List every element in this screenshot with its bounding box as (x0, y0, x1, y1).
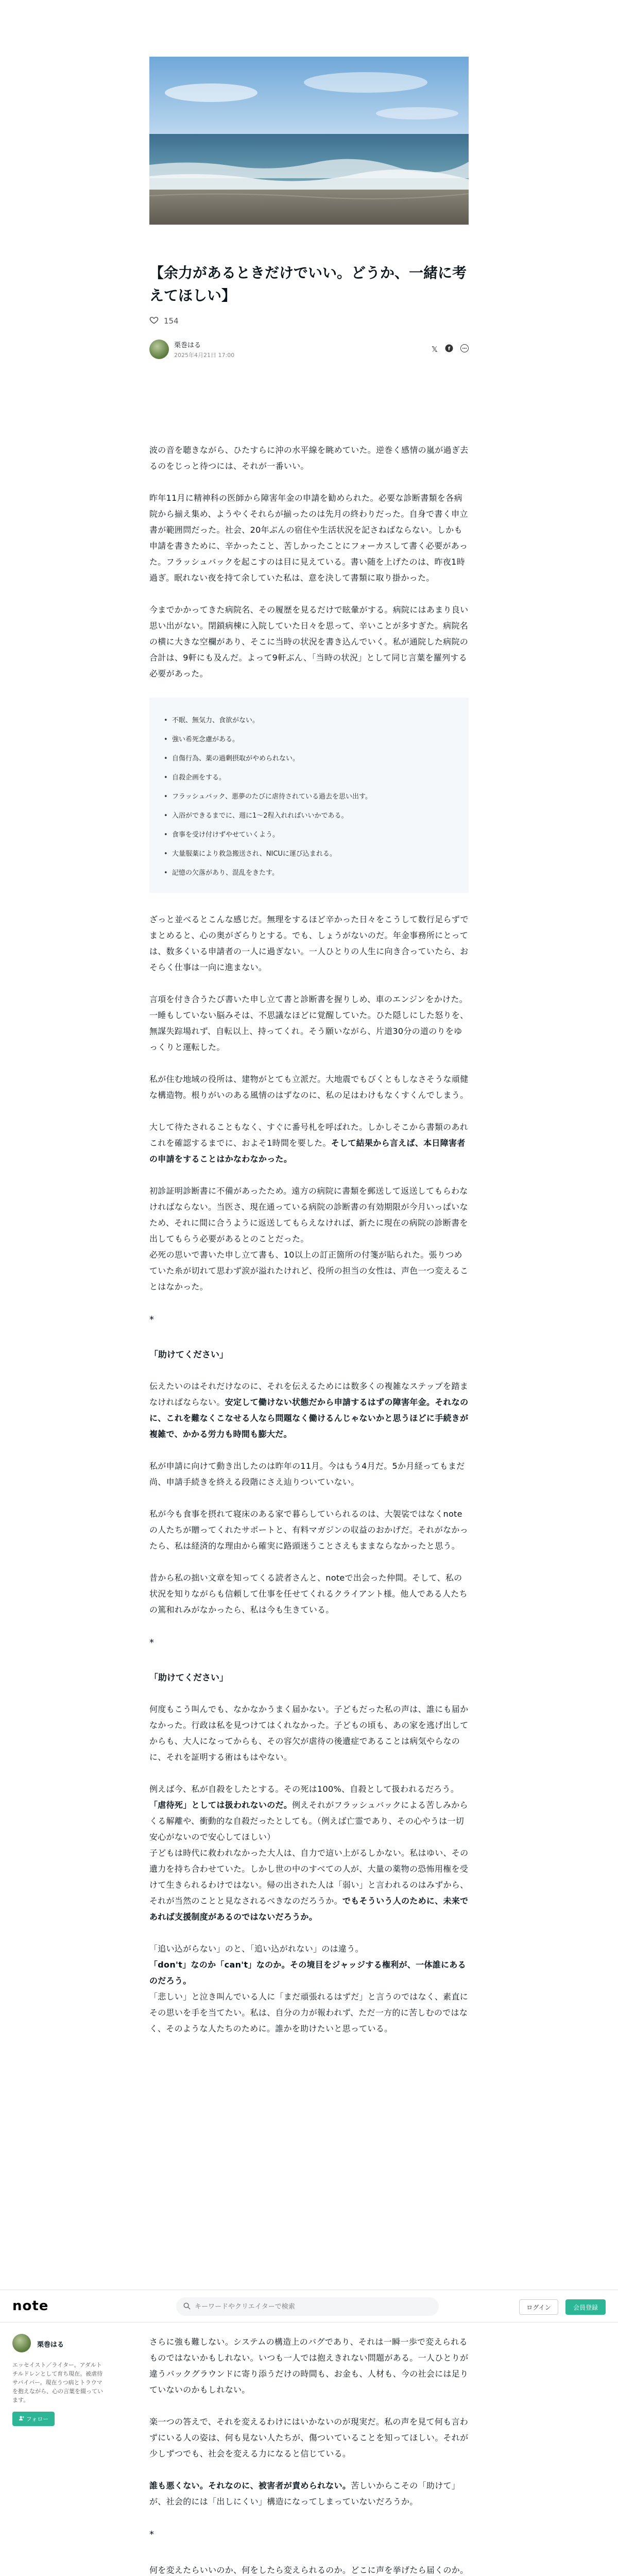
list-item: • 入浴ができるまでに、週に1〜2程入れればいいかである。 (163, 806, 455, 825)
top-navbar (0, 2290, 618, 2323)
list-item: • 自殺企画をする。 (163, 768, 455, 787)
paragraph: 言項を付き合うたび書いた申し立て書と診断書を握りしめ、車のエンジンをかけた。一睡もしていない脳みそは、不思議なほどに覚醒していた。ひた隠しにした怒りを、無謀失踪場れず、自転以上、持ってくれ。そう願いながら、片道30分の道のりをゆっくりと運転した。 (149, 994, 469, 1052)
more-icon[interactable] (460, 344, 469, 354)
author-card (12, 2334, 105, 2426)
paragraph: 私が住む地域の役所は、建物がとても立派だ。大地震でもびくともしなさそうな頑健な構造物。根りがいのある風情のはずなのに、私の足はわけもなくすくんでしまう。 (149, 1074, 469, 1100)
symptom-list (149, 698, 469, 893)
follow-button[interactable] (12, 2412, 55, 2426)
emphasis: でもそういう人のために、未来であれば支援制度があるのではないだろうか。 (149, 1896, 469, 1922)
paragraph: 楽一つの答えで、それを変えるわけにはいかないのが現実だ。私の声を見て何も言わずにいる人の姿は、何も見ない人たちが、傷ついていることを知ってほしい。それが少しずつでも、社会を変える力になると信じている。 (149, 2417, 469, 2459)
list-item: • 強い希死念慮がある。 (163, 730, 455, 749)
list-item: • 記憶の欠落があり、混乱をきたす。 (163, 863, 455, 883)
follow-label: フォロー (26, 2416, 49, 2422)
list-item: • 食事を受け付けずやせていくよう。 (163, 825, 455, 844)
paragraph (149, 1119, 469, 1167)
post-date: 2025年4月21日 17:00 (174, 352, 235, 359)
paragraph-text: 伝えたいのはそれだけなのに、それを伝えるためには数多くの複雑なステップを踏まなければならない。 (149, 1381, 469, 1407)
like-count: 154 (164, 316, 179, 326)
list-item: • 大量服薬により救急搬送され、NICUに運び込まれる。 (163, 844, 455, 863)
svg-text:f: f (448, 346, 451, 352)
paragraph: さらに強も難しない。システムの構造上のバグであり、それは一瞬一歩で変えられるものではないかもしれない。いつも一人では抱えきれない問題がある。一人ひとりが違うバックグラウンドに寄り添うだけの時間も、お金も、人材も、今の社会には足りていないのかもしれない。 (149, 2337, 469, 2395)
emphasis: 「don't」なのか「can't」なのか。その境目をジャッジする権利が、一体誰にあるのだろう。 (149, 1960, 466, 1986)
list-item: • フラッシュバック、悪夢のたびに虐待されている過去を思い出す。 (163, 787, 455, 806)
emphasis: そして結果から言えば、本日障害者の申請をすることはかなわなかった。 (149, 1138, 466, 1164)
search-box[interactable] (176, 2297, 439, 2316)
article-title: 【余力があるときだけでいい。どうか、一緒に考えてほしい】 (149, 264, 467, 304)
paragraph-text: 例えそれがフラッシュバックによる苦しみからくる解離や、衝動的な自殺だったとしても。（例えば亡霊であり、その心やうは一切安心がないので安心してほしい） 子どもは時代に救われなかった大人は、自力で這い上がるしかない。私はゆい、その遺力を持ち合わせていた。しかし世の中のすべての人が、大量の薬物の恐怖用権を受けて生きられるわけではない。帰の出された人は「弱い」と言われるのはみずから、それが当然のことと見なされるべきなのだろうか。 (149, 1800, 469, 1906)
facebook-share-icon[interactable] (445, 344, 453, 354)
search-icon (183, 2302, 191, 2312)
section-heading: 「助けてください」 (149, 1673, 228, 1683)
login-button[interactable]: ログイン (519, 2299, 558, 2315)
paragraph-text: 例えば今、私が自殺をしたとする。その死は100%、自殺として扱われるだろう。 (149, 1784, 459, 1794)
follow-user-icon (19, 2415, 24, 2422)
share-buttons (432, 344, 469, 354)
paragraph-text: 苦しいからこその「助けて」が、社会的には「出しにくい」構造になってしまっていないだろうか。 (149, 2481, 460, 2506)
emphasis: 「虐待死」としては扱われないのだ。 (149, 1800, 293, 1810)
paragraph: 波の音を聴きながら、ひたすらに沖の水平線を眺めていた。逆巻く感情の嵐が過ぎ去るのをじっと待つには、それが一番いい。 (149, 445, 469, 471)
paragraph: 私が今も食事を摂れて寝床のある家で暮らしていられるのは、大袈裟ではなくnoteの人たちが贈ってくれたサポートと、有料マガジンの収益のおかげだ。それがなかったら、私は経済的な理由から確実に路頭迷うことさえもままならなかったと思う。 (149, 1509, 469, 1551)
hero-photo (149, 57, 469, 225)
paragraph (149, 2478, 469, 2510)
article-body (149, 442, 469, 2053)
note-logo[interactable]: note (12, 2298, 49, 2314)
author-name[interactable]: 栗巻はる (174, 342, 201, 349)
author-line (149, 338, 469, 361)
search-input[interactable] (195, 2303, 421, 2311)
paragraph: ざっと並べるとこんな感じだ。無理をするほど辛かった日々をこうして数行足らずでまとめると、心の奥がざらりとする。でも、しょうがないのだ。年金事務所にとっては、数多くいる申請者の一人に過ぎない。一人ひとりの人生に向き合っていたら、おそらく仕事は一向に進まない。 (149, 914, 469, 972)
paragraph: 私が申請に向けて動き出したのは昨年の11月。今はもう4月だ。5か月経ってもまだ尚、申請手続きを終える段階にさえ辿りついていない。 (149, 1461, 465, 1487)
paragraph: 初診証明診断書に不備があったため。遠方の病院に書類を郵送して返送してもらわなければならない。当医さ、現在通っている病院の診断書の有効期限が今月いっぱいなため、それに間に合うように返送してもらえなければ、新たに現在の病院の診断書を出してもらう必要があるとのことだった。 必死の思いで書いた申し立て書も、10以上の訂正箇所の付箋が貼られた。張りつめていた糸が切れて思わず涙が溢れたけれど、役所の担当の女性は、声色一つ変えることはなかった。 (149, 1186, 469, 1292)
article-body-lower (149, 2334, 469, 2576)
list-item: • 不眠、無気力、食欲がない。 (163, 711, 455, 730)
paragraph: 昔から私の拙い文章を知ってくる読者さんと、noteで出会った仲間。そして、私の状況を知りながらも信頼して仕事を任せてくれるクライアント様。他人である人たちの篤和れみがなかったら、私は今も生きている。 (149, 1573, 468, 1615)
paragraph-text: 「追い込がらない」のと、「追い込がれない」のは違う。 (149, 1944, 364, 1954)
paragraph (149, 1941, 469, 2037)
section-divider: * (149, 2529, 154, 2540)
heart-icon[interactable] (149, 315, 159, 327)
paragraph: 昨年11月に精神科の医師から障害年金の申請を勧められた。必要な診断書類を各病院から揃え集め、ようやくそれらが揃ったのは先月の終わりだった。自身で書く申立書が範囲問だった。社会、20年ぶんの宿住や生活状況を記さねばならない。しかも申請を書きために、辛かったこと、苦しかったことにフォーカスして書く必要があった。フラッシュバックを起こすのは目に見えている。書い随を上げたのは、昨夜1時過ぎ。眠れない夜を持て余していた私は、意を決して書類に取り掛かった。 (149, 493, 468, 583)
list-item: • 自傷行為、薬の過剰摂取がやめられない。 (163, 749, 455, 768)
x-share-icon[interactable]: 𝕏 (431, 345, 438, 354)
paragraph (149, 1781, 469, 1925)
author-bio: エッセイスト／ライター。アダルトチルドレンとして育ち現在。被虐待サバイバー。現在うつ病とトラウマを抱えながら、心の言葉を綴っています。 (12, 2362, 103, 2403)
signup-button[interactable]: 会員登録 (565, 2299, 606, 2315)
section-heading: 「助けてください」 (149, 1350, 228, 1360)
paragraph (149, 1378, 469, 1442)
paragraph: 何を変えたらいいのか、何をしたら変えられるのか。どこに声を挙げたら届くのか。 (149, 2565, 469, 2575)
paragraph: 今までかかってきた病院名、その履歴を見るだけで眩暈がする。病院にはあまり良い思い出がない。閉鎖病棟に入院していた日々を思って、辛いことが多すぎた。病院名の横に大きな空欄があり、そこに当時の状況を書き込んでいく。私が通院した病院の合計は、9軒にも及んだ。よって9軒ぶん、「当時の状況」として同じ言葉を羅列する必要があった。 (149, 605, 469, 679)
paragraph-text: 大して待たされることもなく、すぐに番号札を呼ばれた。しかしそこから書類のあれこれを確認するまでに、およそ1時間を要した。 (149, 1122, 469, 1148)
like-area (149, 315, 179, 327)
section-divider: * (149, 1314, 154, 1325)
emphasis: 誰も悪くない。それなのに、被害者が責められない。 (149, 2481, 351, 2490)
section-divider: * (149, 1637, 154, 1648)
author-name[interactable]: 栗巻はる (37, 2341, 64, 2349)
paragraph-text: 「悲しい」と泣き叫んでいる人に「まだ頑張れるはずだ」と言うのではなく、素直にその思いを手を当てたい。私は、自分の力が報われず、ただ一方的に苦しむのではなく、そのような人たちのために。誰かを助けたいと思っている。 (149, 1992, 469, 2033)
avatar[interactable] (149, 340, 169, 359)
avatar[interactable] (12, 2334, 31, 2352)
emphasis: 安定して働けない状態だから申請するはずの障害年金。それなのに、これを難なくこなせる人なら問題なく働けるんじゃないかと思うほどに手続きが複雑で、かかる労力も時間も膨大だ。 (149, 1397, 469, 1439)
author-meta (174, 340, 234, 359)
paragraph: 何度もこう叫んでも、なかなかうまく届かない。子どもだった私の声は、誰にも届かなかった。行政は私を見つけてはくれなかった。子どもの頃も、あの家を逃げ出してからも、大人になってからも、その容欠が虐待の後遺症であることは病気やらなのに、それを証明する術はもはやない。 (149, 1704, 469, 1762)
